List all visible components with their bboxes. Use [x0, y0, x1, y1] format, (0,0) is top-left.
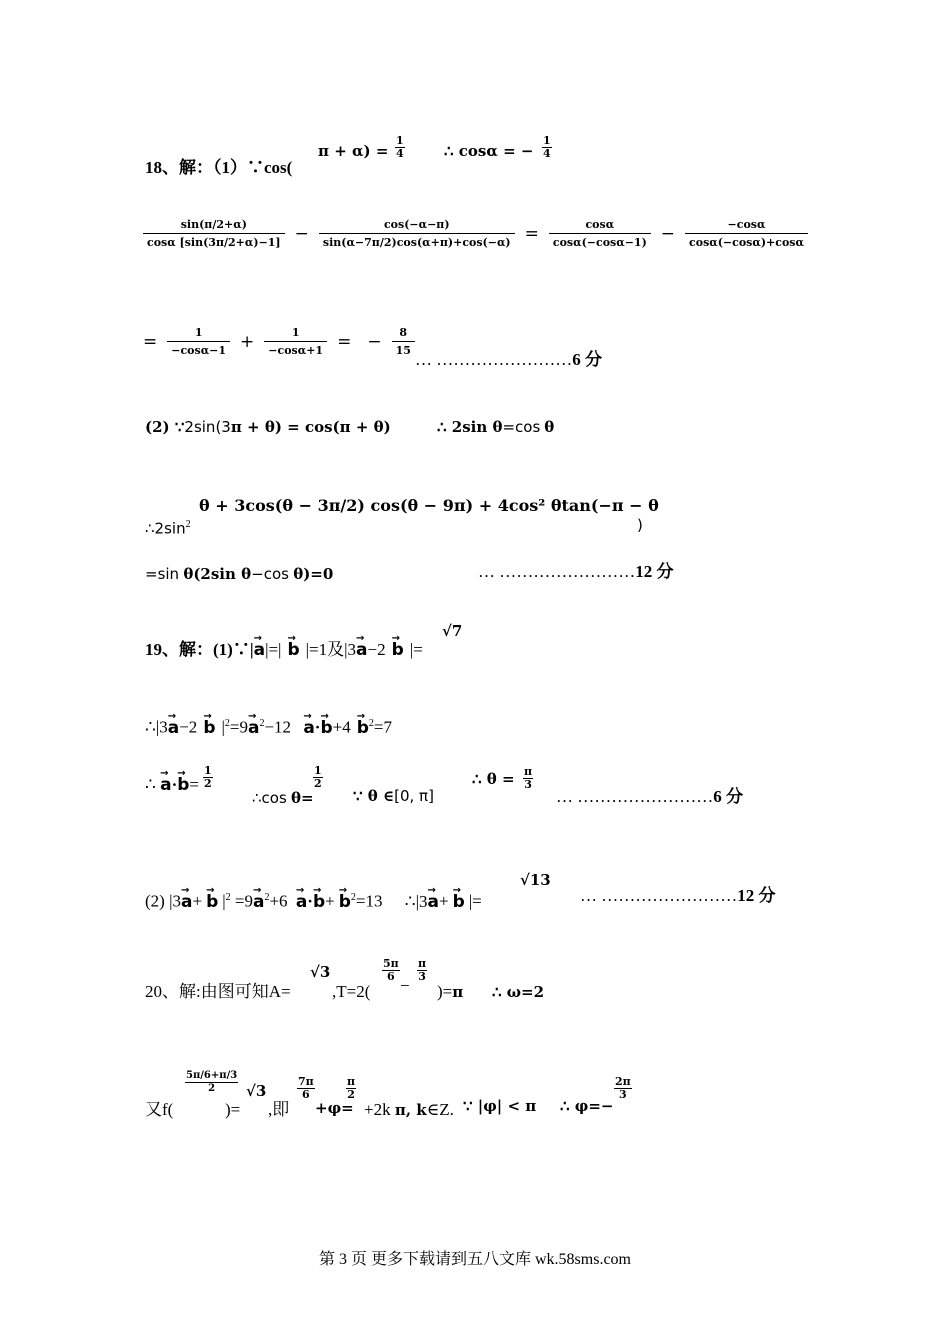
q19-sqrt7: √7 — [442, 622, 463, 640]
q18-expr-term-2: $\frac{\cos(-\alpha-\pi)}{\sin(\alpha-7\pi/2)\cos(\alpha+\pi)+\cos(-\alpha)}$ — [319, 218, 515, 249]
q18-then: ∴ cosα = − — [444, 142, 534, 160]
q18-line2-expr: θ + 3cos(θ − 3π/2) cos(θ − 9π) + 4cos² θtan(−π − θ — [199, 496, 659, 515]
q20-frac-7pi6: 7π 6 — [298, 1075, 314, 1101]
q18-score-1: … ……………………6 分 — [415, 350, 602, 369]
q20-frac-2pi3: 2π 3 — [615, 1075, 631, 1101]
q18-expr-term-4: $\frac{-\cos\alpha}{\cos\alpha(-\cos\alpha)+\cos\alpha}$ — [685, 218, 808, 249]
q19-range: ∵ θ ∈[0, π] — [353, 787, 434, 805]
q18-given: π + α) = — [318, 142, 389, 160]
q20-sqrt3-b: √3 — [246, 1082, 267, 1100]
q19-line3: ∴ → a·→ b= — [145, 775, 199, 795]
q20-line2-ie: ,即 — [268, 1100, 290, 1119]
q20-period-end: )=π — [437, 982, 464, 1001]
q18-result-value: $\frac{8}{15}$ — [392, 326, 415, 357]
q20-frac-5pi6: 5π 6 — [383, 957, 399, 983]
q18-line2-close: ) — [637, 516, 643, 534]
q20-line2: 又f( — [145, 1100, 174, 1119]
q19-score-1: … ……………………6 分 — [556, 787, 743, 806]
q20-omega: ∴ ω=2 — [492, 983, 545, 1001]
q20-minus: − — [400, 976, 410, 995]
q19-cos: ∴cos θ= — [252, 789, 314, 807]
q18-part2: (2) ∵2sin(3π + θ) = cos(π + θ) — [145, 418, 391, 436]
q18-then-fraction: 1 4 — [543, 134, 551, 160]
q18-given-fraction: 1 4 — [396, 134, 404, 160]
q19-half-2: 1 2 — [314, 764, 322, 790]
q20-2kpi: +2k π, k∈Z. — [364, 1100, 454, 1119]
q20-phi: +φ= — [315, 1099, 354, 1117]
q20-phi-result: ∴ φ=− — [560, 1097, 614, 1115]
page-footer: 第 3 页 更多下载请到五八文库 wk.58sms.com — [318, 1251, 631, 1268]
q18-score-2: … ……………………12 分 — [478, 562, 674, 581]
q19-line4: (2) |3→ a+→ b $|^2 =9\to a^2+6 \to a\cdot\to b+\to b^2=13$ ∴|3→ a+→ b |= — [145, 888, 482, 912]
q18-expr-term-3: $\frac{\cos\alpha}{\cos\alpha(-\cos\alpha-1)}$ — [549, 218, 651, 249]
q18-line2-lead: $\therefore 2\sin^2$ — [145, 519, 191, 538]
q19-theta-result: ∴ θ = — [472, 770, 515, 788]
q18-head — [145, 158, 292, 178]
q19-sqrt13: √13 — [520, 871, 551, 889]
q20-line1: 20、解:由图可知A= — [145, 982, 291, 1001]
q19-line2: ∴|3→ a−2→ b $|^2=9\to a^2-12 \to a\cdot\to b+4\to b^2=7$ — [145, 714, 392, 738]
q18-result-term-1: $\frac{1}{-\cos\alpha-1}$ — [167, 326, 230, 357]
q20-phi-bound: ∵ |φ| < π — [463, 1097, 537, 1115]
q20-period: ,T=2( — [332, 982, 371, 1001]
q18-result-term-2: $\frac{1}{-\cos\alpha+1}$ — [264, 326, 327, 357]
q18-part2-then: ∴ 2sin θ=cos θ — [437, 418, 555, 436]
q19-half-1: 1 2 — [204, 764, 212, 790]
q19-pi3: π 3 — [524, 765, 533, 791]
q20-line2-eq: )= — [225, 1100, 241, 1119]
q20-frac-pi2: π 2 — [347, 1075, 356, 1101]
q18-expr-term-1: $\frac{\sin(\pi/2+\alpha)}{\cos\alpha [\sin(3\pi/2+\alpha)-1]}$ — [143, 218, 285, 249]
q18-expression: $\frac{\sin(\pi/2+\alpha)}{\cos\alpha [\sin(3\pi/2+\alpha)-1]}$ − $\frac{\cos(-\alpha-\pi)}{\sin(\alpha-7\pi/2)\cos(\alpha+\pi)+\cos(-\alpha)}$ = $\frac{\cos\alpha}{\cos\alpha(-\cos\alpha-1)}$ − $\frac{-\cos\alpha}{\cos\alpha(-\cos\alpha)+\cos\alpha}$ — [143, 218, 808, 249]
q19-line1: 19、解：(1)∵|→ a|=|→ b |=1及|3→ a−2→ b |= — [145, 640, 423, 660]
q18-line3: =sin θ(2sin θ−cos θ)=0 — [145, 565, 334, 583]
q20-arg-fraction: 5π/6+π/3 2 — [186, 1070, 238, 1094]
q20-sqrt3-a: √3 — [310, 963, 331, 981]
q18-label: 18、解：（1）∵cos( — [145, 158, 293, 177]
q20-frac-pi3: π 3 — [418, 957, 427, 983]
q18-result: = $\frac{1}{-\cos\alpha-1}$ + $\frac{1}{-\cos\alpha+1}$ = − $\frac{8}{15}$ — [143, 326, 415, 357]
q19-score-2: … ……………………12 分 — [580, 886, 776, 905]
